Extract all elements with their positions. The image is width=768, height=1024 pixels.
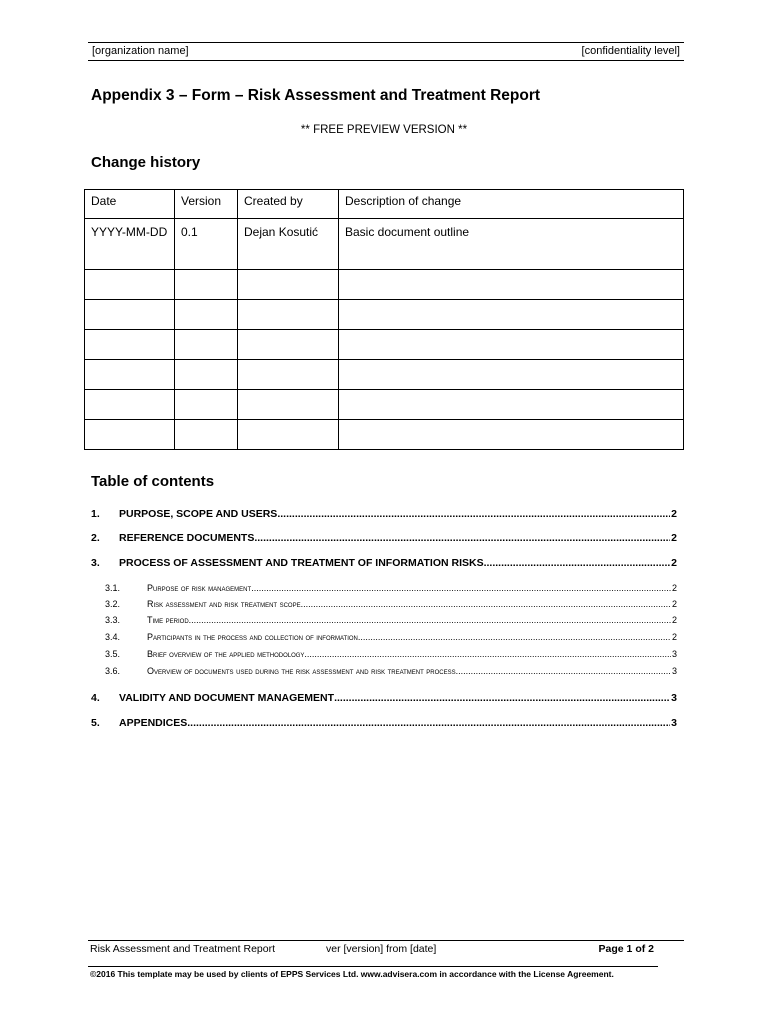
toc-subentry[interactable] [91,666,677,680]
table-row-empty [85,420,684,450]
toc-entry[interactable] [91,532,677,548]
toc-entry-label: Brief overview of the applied methodology [147,649,305,659]
empty-cell [85,420,175,450]
toc-entry-label: Participants in the process and collection of information [147,632,358,642]
toc-leader-dots [189,615,671,625]
toc-entry-number: 5. [91,717,100,729]
empty-cell [238,390,339,420]
page-footer [88,940,684,967]
toc-leader-dots [277,508,670,520]
toc-entry-number: 3. [91,557,100,569]
page-header [88,42,684,61]
change-history-heading: Change history [91,154,201,171]
table-row-empty [85,360,684,390]
toc-entry-page: 3 [671,692,677,704]
cell-description: Basic document outline [339,219,684,270]
toc-entry-number: 3.2. [105,599,121,609]
toc-entry[interactable] [91,692,677,708]
toc-entry-page: 2 [671,532,677,544]
table-row-empty [85,270,684,300]
toc-subentry[interactable] [91,649,677,663]
table-row-empty [85,330,684,360]
toc-leader-dots [187,717,670,729]
toc-entry-page: 2 [671,557,677,569]
toc-subentry[interactable] [91,599,677,613]
toc-entry-page: 3 [671,666,677,676]
toc-subentry[interactable] [91,583,677,597]
toc-entry[interactable] [91,557,677,573]
column-header-version: Version [175,190,238,219]
toc-entry-number: 3.3. [105,615,121,625]
table-row-empty [85,300,684,330]
toc-leader-dots [358,632,671,642]
table-row [85,219,684,270]
toc-entry-page: 2 [671,615,677,625]
empty-cell [175,330,238,360]
empty-cell [85,390,175,420]
toc-entry-label: REFERENCE DOCUMENTS [119,532,255,544]
change-history-table [84,189,684,450]
empty-cell [238,420,339,450]
footer-version: ver [version] from [date] [326,943,437,955]
empty-cell [238,330,339,360]
toc-entry-label: Overview of documents used during the risk assessment and risk treatment process [147,666,456,676]
header-organization-name: [organization name] [92,45,189,57]
empty-cell [339,420,684,450]
empty-cell [175,390,238,420]
toc-entry-page: 3 [671,717,677,729]
toc-leader-dots [251,583,671,593]
toc-entry-page: 2 [671,599,677,609]
empty-cell [339,360,684,390]
empty-cell [238,360,339,390]
column-header-description: Description of change [339,190,684,219]
empty-cell [85,330,175,360]
empty-cell [339,270,684,300]
empty-cell [238,270,339,300]
empty-cell [85,300,175,330]
toc-leader-dots [484,557,671,569]
toc-entry-page: 2 [671,508,677,520]
header-confidentiality-level: [confidentiality level] [581,45,680,57]
toc-entry-label: PROCESS OF ASSESSMENT AND TREATMENT OF INFORMATION RISKS [119,557,484,569]
cell-created-by: Dejan Kosutić [238,219,339,270]
empty-cell [339,390,684,420]
toc-entry-label: Time period [147,615,189,625]
column-header-date: Date [85,190,175,219]
preview-notice: ** FREE PREVIEW VERSION ** [300,124,468,136]
footer-document-name: Risk Assessment and Treatment Report [90,943,275,955]
empty-cell [339,330,684,360]
empty-cell [238,300,339,330]
toc-leader-dots [254,532,670,544]
toc-entry-label: VALIDITY AND DOCUMENT MANAGEMENT [119,692,335,704]
toc-entry-number: 3.6. [105,666,121,676]
toc-subentry[interactable] [91,632,677,646]
empty-cell [175,420,238,450]
toc-heading: Table of contents [91,473,215,490]
toc-entry-number: 1. [91,508,100,520]
toc-entry-number: 2. [91,532,100,544]
toc-entry-page: 3 [671,649,677,659]
toc-entry-number: 3.5. [105,649,121,659]
toc-leader-dots [301,599,671,609]
toc-entry[interactable] [91,717,677,733]
footer-copyright: ©2016 This template may be used by clients of EPPS Services Ltd. www.advisera.com in accordance with the License Agreement. [88,966,658,979]
toc-entry-label: APPENDICES [119,717,188,729]
empty-cell [175,300,238,330]
empty-cell [175,270,238,300]
table-row-empty [85,390,684,420]
cell-version: 0.1 [175,219,238,270]
toc-leader-dots [334,692,670,704]
toc-entry-label: PURPOSE, SCOPE AND USERS [119,508,278,520]
empty-cell [339,300,684,330]
empty-cell [175,360,238,390]
footer-page-number: Page 1 of 2 [598,943,654,955]
toc-entry-number: 4. [91,692,100,704]
toc-subentry[interactable] [91,615,677,629]
toc-entry[interactable] [91,508,677,524]
toc-entry-label: Risk assessment and risk treatment scope [147,599,301,609]
toc-entry-number: 3.4. [105,632,121,642]
toc-entry-number: 3.1. [105,583,121,593]
empty-cell [85,270,175,300]
toc-entry-label: Purpose of risk management [147,583,252,593]
toc-entry-page: 2 [671,583,677,593]
table-header-row [85,190,684,219]
column-header-created-by: Created by [238,190,339,219]
toc-entry-page: 2 [671,632,677,642]
toc-leader-dots [304,649,671,659]
empty-cell [85,360,175,390]
toc-leader-dots [456,666,671,676]
document-title: Appendix 3 – Form – Risk Assessment and Treatment Report [91,87,541,104]
cell-date: YYYY-MM-DD [85,219,175,270]
